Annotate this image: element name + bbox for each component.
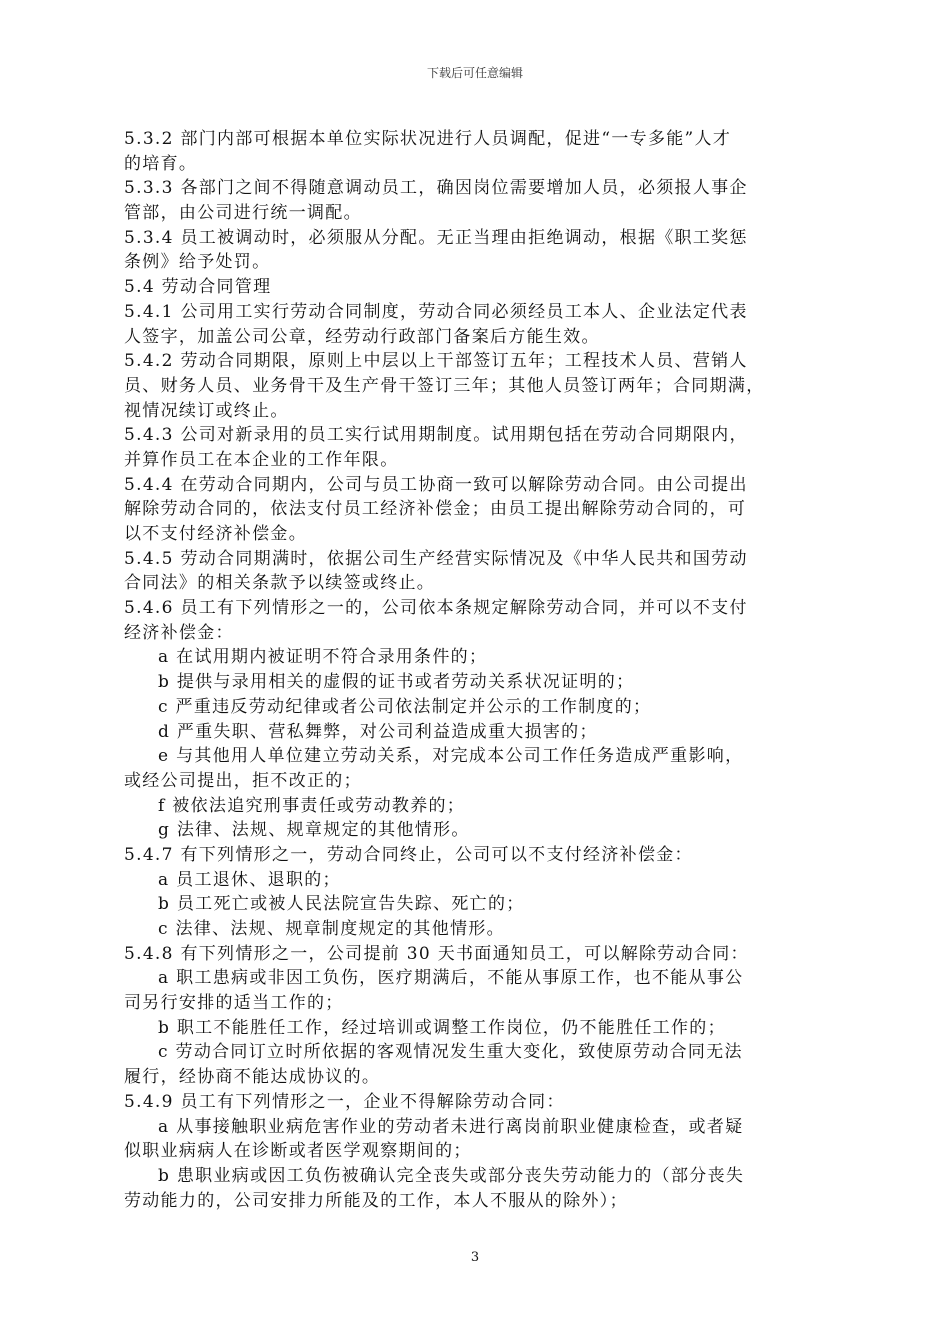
text-line: 管部，由公司进行统一调配。	[124, 203, 362, 224]
text-line: 并算作员工在本企业的工作年限。	[124, 449, 399, 470]
text-line: b 职工不能胜任工作，经过培训或调整工作岗位，仍不能胜任工作的；	[158, 1017, 726, 1038]
text-line: 5.4.6 员工有下列情形之一的，公司依本条规定解除劳动合同，并可以不支付	[124, 598, 748, 619]
document-body	[124, 127, 894, 1213]
text-line: 履行，经协商不能达成协议的。	[124, 1067, 381, 1088]
text-line: 员、财务人员、业务骨干及生产骨干签订三年；其他人员签订两年；合同期满，	[124, 375, 765, 396]
text-line: e 与其他用人单位建立劳动关系，对完成本公司工作任务造成严重影响，	[158, 746, 744, 767]
text-line: a 职工患病或非因工负伤，医疗期满后，不能从事原工作，也不能从事公	[158, 968, 744, 989]
text-line: 5.4.4 在劳动合同期内，公司与员工协商一致可以解除劳动合同。由公司提出	[124, 474, 748, 495]
text-line: 的培育。	[124, 153, 198, 174]
text-line: 似职业病病人在诊断或者医学观察期间的；	[124, 1141, 472, 1162]
text-line: 5.4.2 劳动合同期限，原则上中层以上干部签订五年；工程技术人员、营销人	[124, 351, 748, 372]
text-line: b 提供与录用相关的虚假的证书或者劳动关系状况证明的；	[158, 672, 635, 693]
text-line: 司另行安排的适当工作的；	[124, 993, 344, 1014]
text-line: 5.4.8 有下列情形之一，公司提前 30 天书面通知员工，可以解除劳动合同：	[124, 943, 749, 964]
text-line: 视情况续订或终止。	[124, 400, 289, 421]
text-line: 劳动能力的，公司安排力所能及的工作，本人不服从的除外）；	[124, 1190, 628, 1211]
text-line: b 员工死亡或被人民法院宣告失踪、死亡的；	[158, 894, 525, 915]
text-line: a 在试用期内被证明不符合录用条件的；	[158, 647, 488, 668]
text-line: 5.4 劳动合同管理	[124, 277, 272, 298]
text-line: 5.3.4 员工被调动时，必须服从分配。无正当理由拒绝调动，根据《职工奖惩	[124, 227, 748, 248]
text-line: d 严重失职、营私舞弊，对公司利益造成重大损害的；	[158, 721, 598, 742]
text-line: 以不支付经济补偿金。	[124, 524, 307, 544]
text-line: 5.3.3 各部门之间不得随意调动员工，确因岗位需要增加人员，必须报人事企	[124, 178, 748, 199]
text-line: g 法律、法规、规章规定的其他情形。	[158, 820, 470, 841]
text-line: a 从事接触职业病危害作业的劳动者未进行离岗前职业健康检查，或者疑	[158, 1116, 744, 1137]
text-line: c 劳动合同订立时所依据的客观情况发生重大变化，致使原劳动合同无法	[158, 1042, 743, 1063]
text-line: 5.4.3 公司对新录用的员工实行试用期制度。试用期包括在劳动合同期限内，	[124, 425, 748, 446]
text-line: 经济补偿金：	[124, 622, 234, 643]
page-number: 3	[470, 1250, 480, 1265]
text-line: c 严重违反劳动纪律或者公司依法制定并公示的工作制度的；	[158, 696, 652, 717]
text-line: 5.4.7 有下列情形之一，劳动合同终止，公司可以不支付经济补偿金：	[124, 844, 693, 865]
text-line: 合同法》的相关条款予以续签或终止。	[124, 573, 436, 594]
page-header: 下载后可任意编辑	[426, 66, 523, 80]
text-line: a 员工退休、退职的；	[158, 869, 341, 890]
text-line: 5.4.9 员工有下列情形之一，企业不得解除劳动合同：	[124, 1091, 565, 1112]
text-line: b 患职业病或因工负伤被确认完全丧失或部分丧失劳动能力的（部分丧失	[158, 1165, 745, 1186]
text-line: 5.4.5 劳动合同期满时，依据公司生产经营实际情况及《中华人民共和国劳动	[124, 548, 748, 569]
text-line: f 被依法追究刑事责任或劳动教养的；	[158, 795, 466, 816]
text-line: 条例》给予处罚。	[124, 252, 271, 273]
text-line: c 法律、法规、规章制度规定的其他情形。	[158, 919, 505, 939]
text-line: 或经公司提出，拒不改正的；	[124, 770, 362, 791]
text-line: 人签字，加盖公司公章，经劳动行政部门备案后方能生效。	[124, 326, 600, 347]
text-line: 5.3.2 部门内部可根据本单位实际状况进行人员调配，促进“一专多能”人才	[124, 129, 732, 149]
text-line: 5.4.1 公司用工实行劳动合同制度，劳动合同必须经员工本人、企业法定代表	[124, 301, 748, 322]
text-line: 解除劳动合同的，依法支付员工经济补偿金；由员工提出解除劳动合同的，可	[124, 499, 747, 520]
